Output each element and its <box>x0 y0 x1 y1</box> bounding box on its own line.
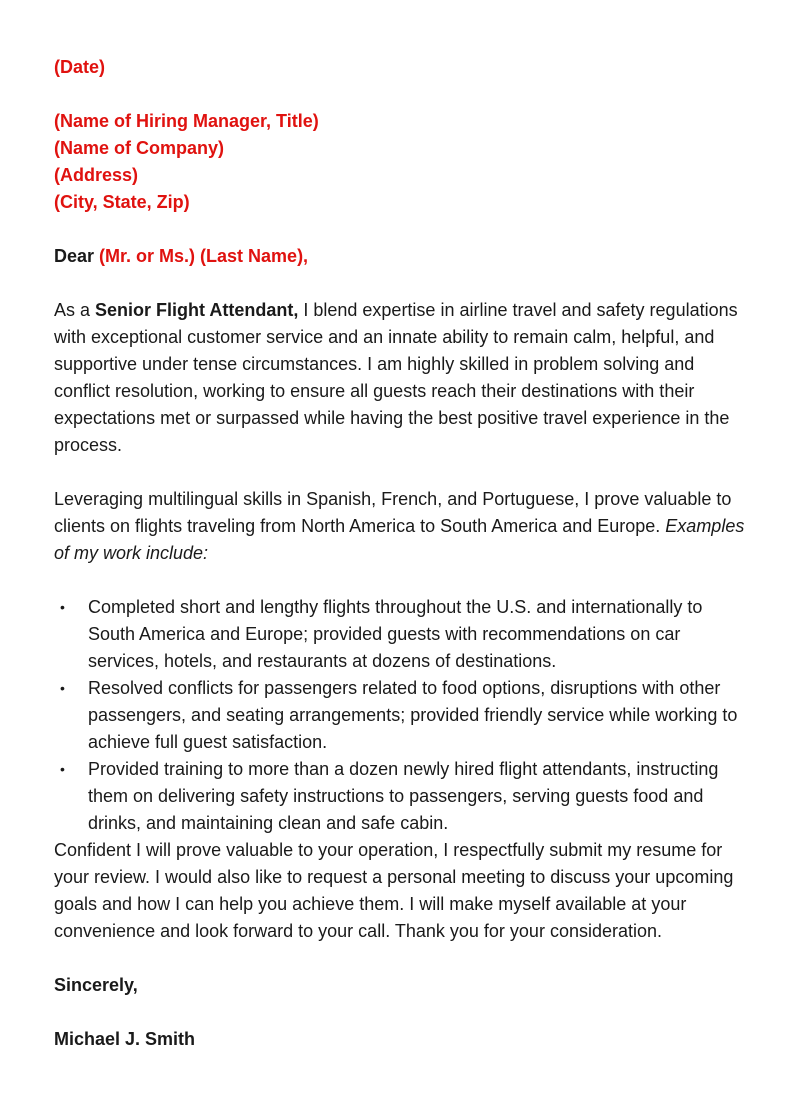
cover-letter <box>54 54 754 1053</box>
date-placeholder: (Date) <box>54 57 106 77</box>
closing-paragraph: Confident I will prove valuable to your operation, I respectfully submit my resume for your review. I would also like to request a personal meeting to discuss your upcoming goals and how I can help you achieve them. I will make myself available at your convenience and look forward to your call. Thank you for your consideration. <box>54 840 734 941</box>
work-examples-list <box>54 594 754 837</box>
bullet-icon: • <box>60 599 65 615</box>
intro-role: Senior Flight Attendant, <box>95 300 299 320</box>
list-item <box>54 594 754 675</box>
spacer <box>54 945 754 972</box>
bullet-icon: • <box>60 761 65 777</box>
list-item-text: Provided training to more than a dozen newly hired flight attendants, instructing them on delivering safety instructions to passengers, serving guests food and drinks, and maintaining clean and safe cabin. <box>88 759 719 833</box>
list-item-text: Resolved conflicts for passengers related to food options, disruptions with other passengers, and seating arrangements; provided friendly service while working to achieve full guest satisfaction. <box>88 678 738 752</box>
spacer <box>54 270 754 297</box>
signature-name: Michael J. Smith <box>54 1029 196 1049</box>
spacer <box>54 216 754 243</box>
skills-paragraph <box>54 486 754 567</box>
spacer <box>54 567 754 594</box>
signoff: Sincerely, <box>54 975 138 995</box>
salutation <box>54 243 754 270</box>
company-name-placeholder: (Name of Company) <box>54 138 225 158</box>
bullet-icon: • <box>60 680 65 696</box>
list-item <box>54 756 754 837</box>
spacer <box>54 81 754 108</box>
intro-text: I blend expertise in airline travel and safety regulations with exceptional customer service and an innate ability to remain calm, helpful, and supportive under tense circumstances. I am highly skilled in problem solving and conflict resolution, working to ensure all guests reach their destinations with their expectations met or surpassed while having the best positive travel experience in the process. <box>54 300 738 455</box>
address-placeholder: (Address) <box>54 165 139 185</box>
examples-label: Examples of my work include: <box>54 516 745 563</box>
recipient-address-block <box>54 108 754 216</box>
salutation-name-placeholder: (Mr. or Ms.) (Last Name), <box>99 246 309 266</box>
recipient-name-placeholder: (Name of Hiring Manager, Title) <box>54 111 319 131</box>
list-item-text: Completed short and lengthy flights throughout the U.S. and internationally to South America and Europe; provided guests with recommendations on car services, hotels, and restaurants at dozens of destinations. <box>88 597 703 671</box>
skills-text: Leveraging multilingual skills in Spanish, French, and Portuguese, I prove valuable to clients on flights traveling from North America to South America and Europe. <box>54 489 732 536</box>
spacer <box>54 459 754 486</box>
salutation-dear: Dear <box>54 246 100 266</box>
list-item <box>54 675 754 756</box>
spacer <box>54 999 754 1026</box>
city-state-zip-placeholder: (City, State, Zip) <box>54 192 190 212</box>
intro-paragraph <box>54 297 754 459</box>
intro-prefix: As a <box>54 300 96 320</box>
